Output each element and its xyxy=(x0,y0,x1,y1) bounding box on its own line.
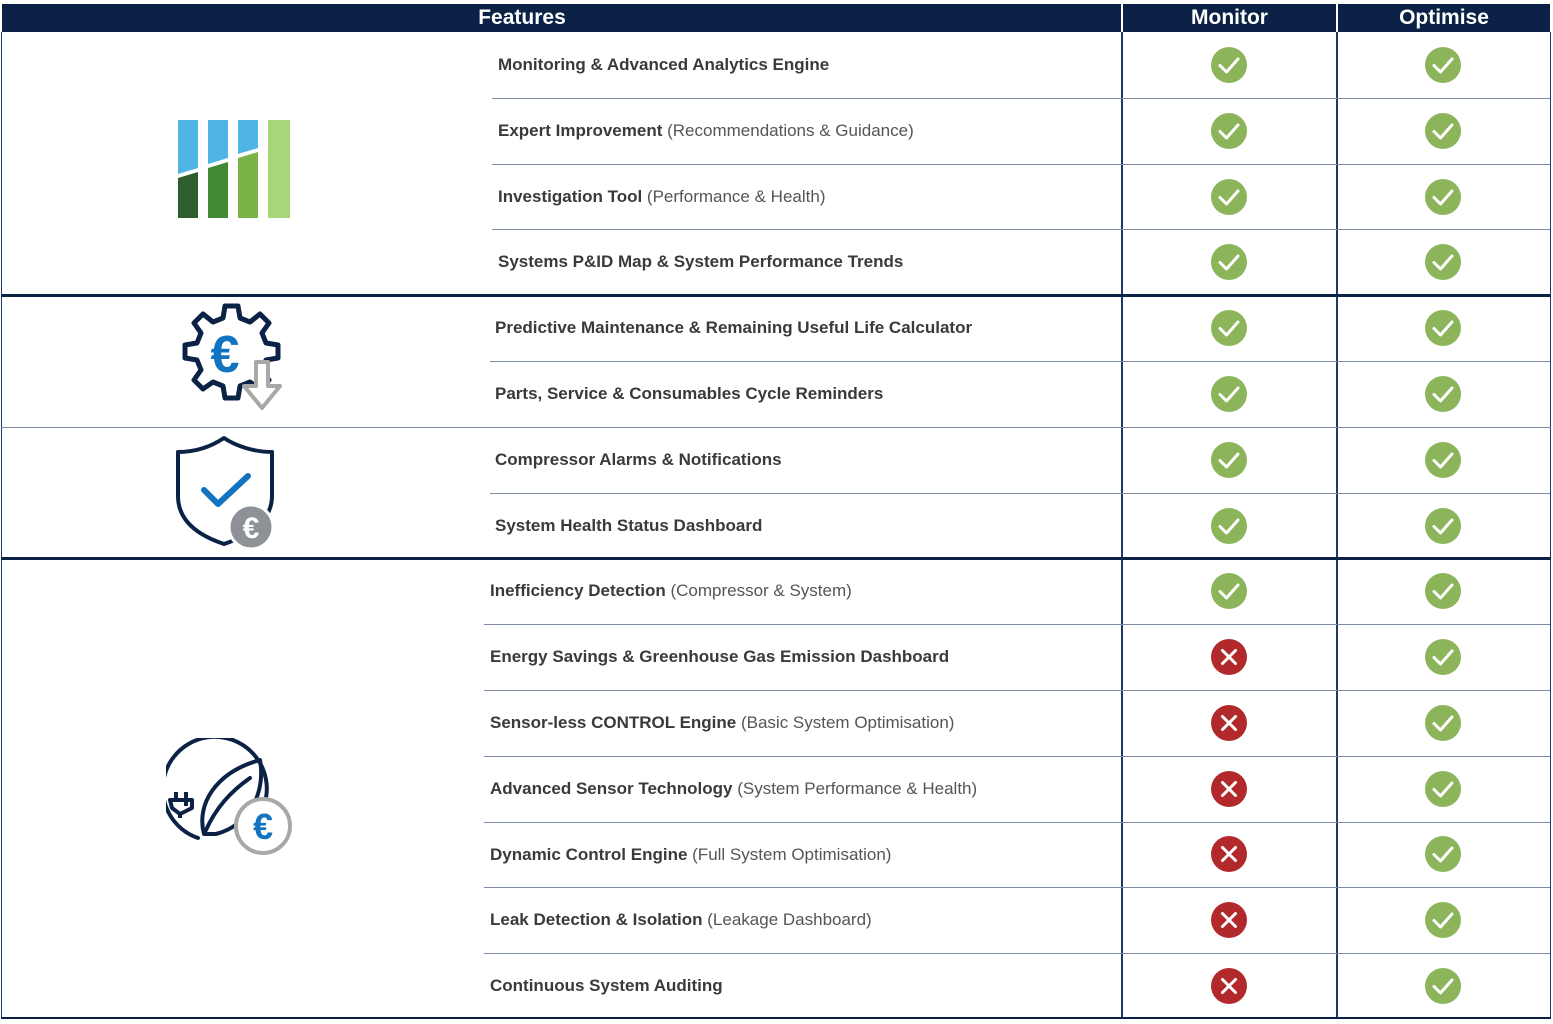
optimise-column-divider xyxy=(1336,32,1338,1019)
feature-row-label xyxy=(498,164,825,229)
green-check-icon xyxy=(1211,573,1247,609)
green-check-icon xyxy=(1425,902,1461,938)
feature-row-label xyxy=(490,624,949,689)
feature-row-label xyxy=(498,32,829,97)
red-cross-icon xyxy=(1211,705,1247,741)
feature-subtitle: (Basic System Optimisation) xyxy=(736,713,955,732)
green-check-icon xyxy=(1425,573,1461,609)
bar-chart-icon xyxy=(176,118,292,220)
feature-title: Continuous System Auditing xyxy=(490,976,723,995)
feature-row-label xyxy=(490,690,954,755)
green-check-icon xyxy=(1425,705,1461,741)
feature-title: Leak Detection & Isolation xyxy=(490,910,703,929)
red-cross-icon xyxy=(1211,902,1247,938)
feature-row-label xyxy=(490,558,852,623)
features-column-header: Features xyxy=(478,6,566,29)
green-check-icon xyxy=(1425,442,1461,478)
green-check-icon xyxy=(1211,310,1247,346)
green-check-icon xyxy=(1211,376,1247,412)
feature-title: Monitoring & Advanced Analytics Engine xyxy=(498,55,830,74)
feature-subtitle: (Leakage Dashboard) xyxy=(702,910,872,929)
feature-title: Sensor-less CONTROL Engine xyxy=(490,713,737,732)
feature-subtitle: (Performance & Health) xyxy=(642,187,826,206)
table-border-right xyxy=(1550,32,1551,1019)
green-check-icon xyxy=(1425,508,1461,544)
green-check-icon xyxy=(1425,244,1461,280)
feature-title: Advanced Sensor Technology xyxy=(490,779,733,798)
feature-title: Compressor Alarms & Notifications xyxy=(495,450,782,469)
svg-text:€: € xyxy=(210,326,240,384)
feature-title: Investigation Tool xyxy=(498,187,643,206)
green-check-icon xyxy=(1211,113,1247,149)
feature-row-label xyxy=(490,953,723,1018)
table-border-bottom xyxy=(1,1017,1551,1019)
euro-gear-down-arrow-icon xyxy=(170,300,296,420)
feature-subtitle: (System Performance & Health) xyxy=(732,779,978,798)
feature-row-label xyxy=(495,361,883,426)
optimise-column-header: Optimise xyxy=(1399,6,1489,29)
red-cross-icon xyxy=(1211,836,1247,872)
green-check-icon xyxy=(1425,836,1461,872)
feature-subtitle: (Compressor & System) xyxy=(665,581,852,600)
green-check-icon xyxy=(1425,771,1461,807)
feature-title: Expert Improvement xyxy=(498,121,663,140)
feature-row-label xyxy=(490,822,891,887)
feature-title: Parts, Service & Consumables Cycle Reminders xyxy=(495,384,884,403)
feature-title: Energy Savings & Greenhouse Gas Emission Dashboard xyxy=(490,647,950,666)
red-cross-icon xyxy=(1211,639,1247,675)
svg-text:€: € xyxy=(242,512,260,545)
green-check-icon xyxy=(1425,310,1461,346)
feature-title: Systems P&ID Map & System Performance Trends xyxy=(498,252,904,271)
green-check-icon xyxy=(1211,179,1247,215)
feature-row-label xyxy=(495,295,972,360)
green-check-icon xyxy=(1211,47,1247,83)
red-cross-icon xyxy=(1211,968,1247,1004)
red-cross-icon xyxy=(1211,771,1247,807)
feature-row-label xyxy=(498,98,914,163)
leaf-plug-euro-icon xyxy=(166,738,296,858)
green-check-icon xyxy=(1425,639,1461,675)
feature-title: Predictive Maintenance & Remaining Useful Life Calculator xyxy=(495,318,973,337)
feature-title: Dynamic Control Engine xyxy=(490,845,688,864)
green-check-icon xyxy=(1425,47,1461,83)
green-check-icon xyxy=(1211,508,1247,544)
green-check-icon xyxy=(1211,244,1247,280)
feature-row-label xyxy=(490,887,872,952)
feature-title: System Health Status Dashboard xyxy=(495,516,763,535)
feature-row-label xyxy=(498,229,903,294)
feature-title: Inefficiency Detection xyxy=(490,581,666,600)
table-border-left xyxy=(1,32,2,1019)
feature-subtitle: (Full System Optimisation) xyxy=(687,845,892,864)
green-check-icon xyxy=(1425,376,1461,412)
green-check-icon xyxy=(1425,179,1461,215)
feature-subtitle: (Recommendations & Guidance) xyxy=(662,121,914,140)
monitor-column-divider xyxy=(1121,32,1123,1019)
feature-row-label xyxy=(495,493,762,558)
monitor-column-header: Monitor xyxy=(1191,6,1268,29)
shield-check-euro-icon xyxy=(174,434,278,552)
feature-row-label xyxy=(495,427,782,492)
svg-text:€: € xyxy=(252,806,274,847)
feature-row-label xyxy=(490,756,977,821)
green-check-icon xyxy=(1211,442,1247,478)
green-check-icon xyxy=(1425,968,1461,1004)
green-check-icon xyxy=(1425,113,1461,149)
